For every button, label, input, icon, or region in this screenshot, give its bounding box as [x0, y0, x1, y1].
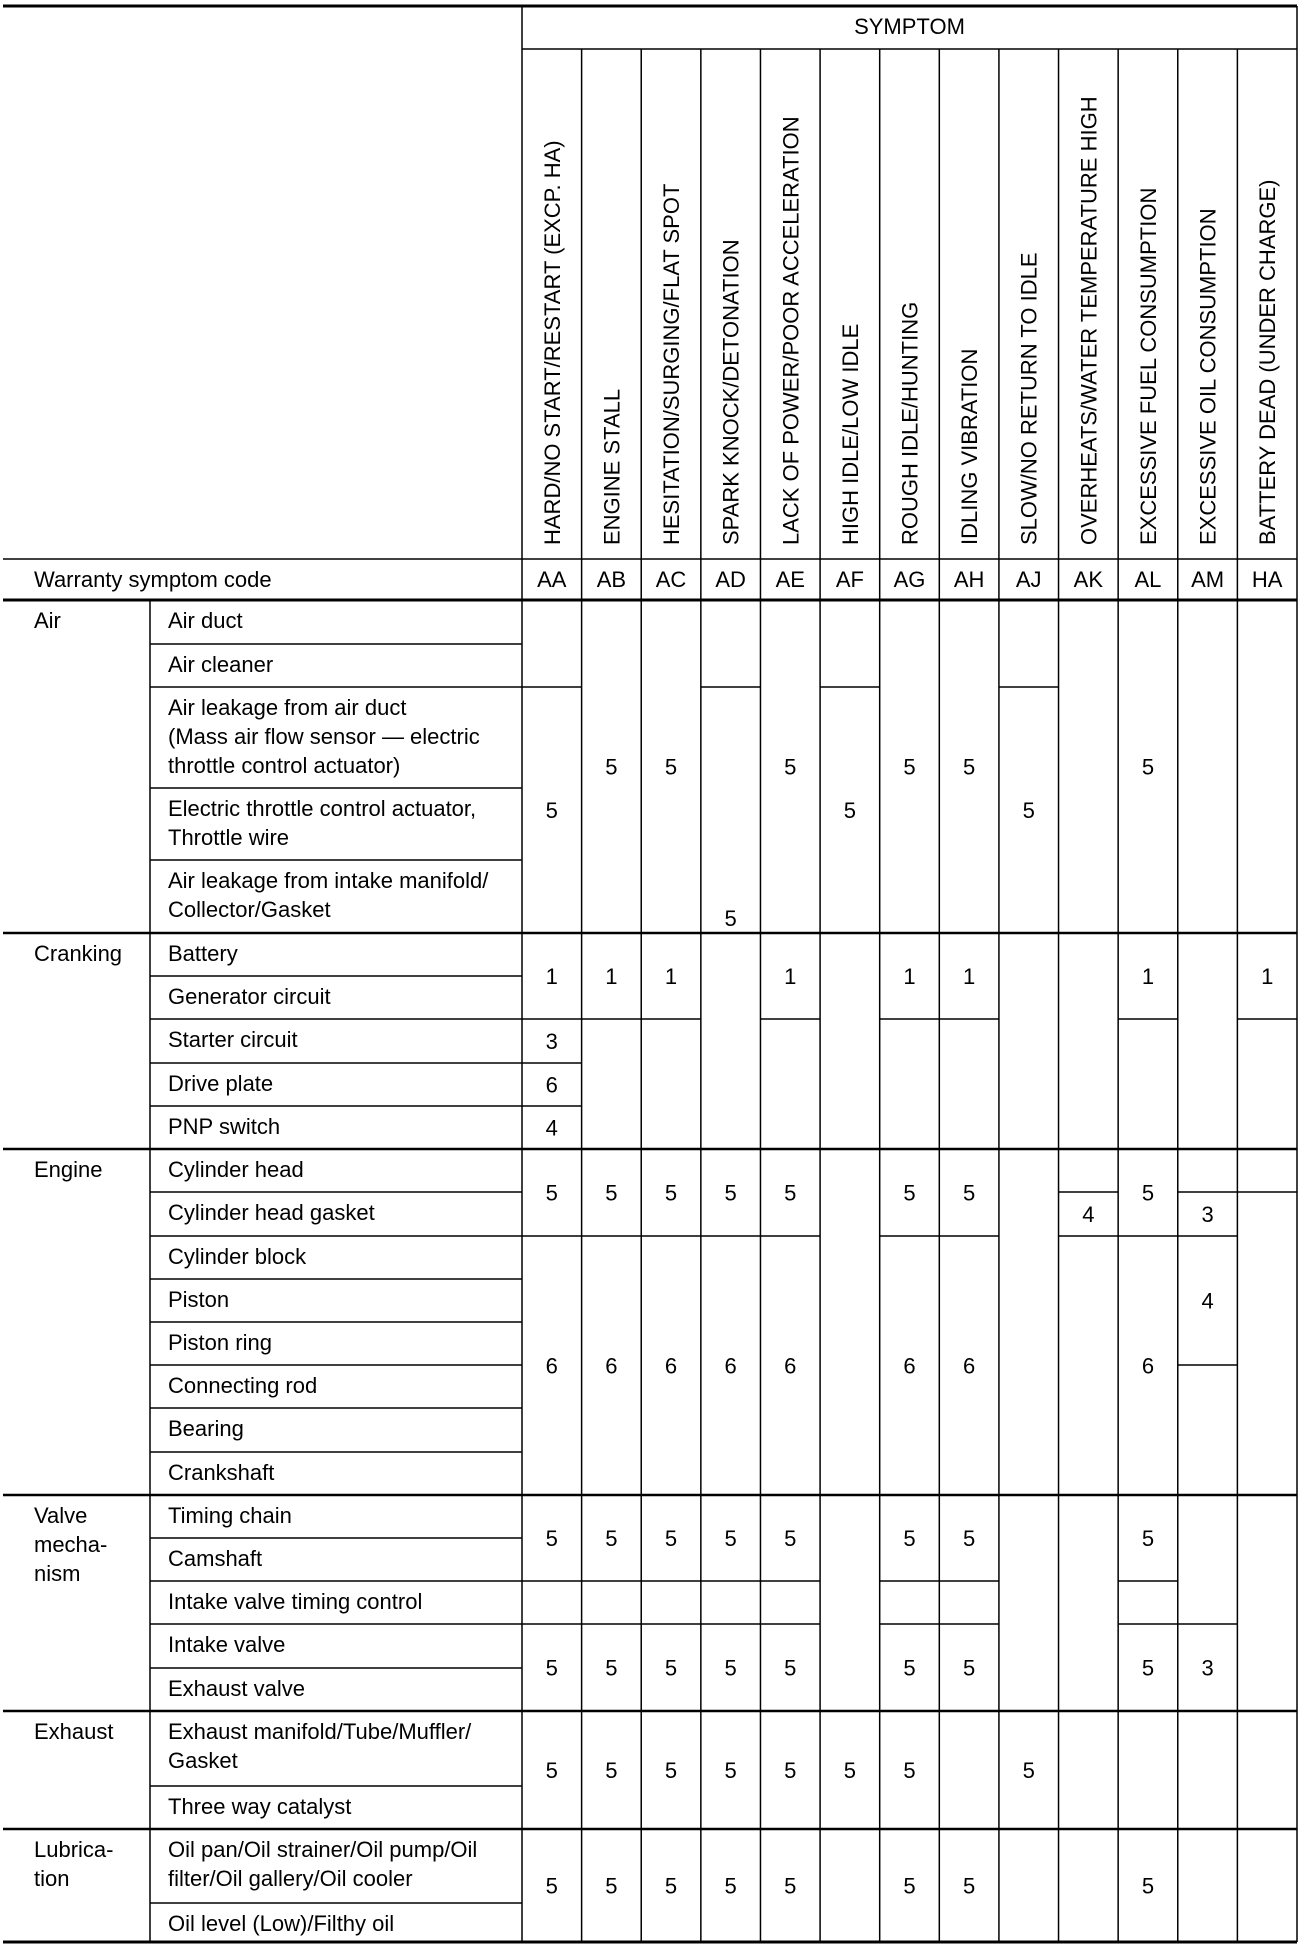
matrix-value: 6	[545, 1072, 558, 1098]
matrix-value: 5	[605, 1873, 618, 1899]
symptom-name: ENGINE STALL	[599, 388, 625, 545]
symptom-code: AH	[953, 567, 985, 592]
component-label: Connecting rod	[168, 1373, 318, 1398]
component-label: Exhaust valve	[168, 1676, 305, 1701]
matrix-value: 6	[1141, 1353, 1155, 1379]
symptom-code: AK	[1073, 567, 1104, 592]
symptom-code: AL	[1134, 567, 1162, 592]
matrix-value: 5	[605, 1526, 618, 1551]
matrix-value: 5	[1141, 754, 1155, 780]
component-label: Electric throttle control actuator,	[168, 796, 477, 821]
matrix-value: 1	[903, 964, 916, 989]
matrix-value: 5	[962, 1180, 976, 1206]
matrix-value: 5	[1141, 1873, 1155, 1899]
symptom-title: SYMPTOM	[854, 14, 965, 39]
symptom-name: HARD/NO START/RESTART (EXCP. HA)	[539, 140, 565, 545]
component-label: Bearing	[168, 1416, 244, 1441]
component-label: Timing chain	[168, 1503, 292, 1528]
group-label: Engine	[34, 1157, 103, 1182]
symptom-header	[34, 14, 965, 592]
matrix-value: 5	[962, 1873, 976, 1899]
symptom-columns	[537, 96, 1283, 592]
matrix-value: 5	[903, 1180, 916, 1206]
matrix-value: 5	[843, 798, 857, 823]
group-label: tion	[34, 1866, 70, 1891]
symptom-code: AG	[893, 567, 926, 592]
matrix-value: 6	[724, 1353, 737, 1379]
symptom-code: AE	[775, 567, 805, 592]
component-label: Collector/Gasket	[168, 897, 331, 922]
matrix-value: 5	[843, 1758, 857, 1783]
matrix-value: 6	[962, 1353, 976, 1379]
component-label: (Mass air flow sensor — electric	[168, 724, 480, 749]
symptom-name: LACK OF POWER/POOR ACCELERATION	[778, 116, 804, 545]
component-label: Oil level (Low)/Filthy oil	[168, 1911, 395, 1936]
matrix-values	[546, 755, 1274, 1899]
matrix-value: 5	[664, 1180, 678, 1206]
matrix-value: 3	[545, 1029, 558, 1054]
warranty-code-label: Warranty symptom code	[34, 567, 272, 592]
group-label: Valve	[34, 1503, 88, 1528]
component-label: Starter circuit	[168, 1027, 298, 1052]
symptom-code: AM	[1191, 567, 1225, 592]
matrix-value: 5	[605, 754, 618, 780]
matrix-value: 5	[605, 1758, 618, 1783]
component-label: Throttle wire	[168, 825, 290, 850]
group-label: nism	[34, 1561, 81, 1586]
component-label: Cylinder head gasket	[168, 1200, 375, 1225]
symptom-code: AC	[655, 567, 687, 592]
component-label: Battery	[168, 941, 238, 966]
matrix-value: 1	[664, 964, 678, 989]
matrix-value: 6	[664, 1353, 678, 1379]
matrix-value: 1	[605, 964, 618, 989]
group-label: Exhaust	[34, 1719, 114, 1744]
matrix-value: 1	[962, 964, 976, 989]
matrix-value: 5	[664, 1526, 678, 1551]
matrix-value: 5	[724, 1180, 737, 1206]
matrix-value: 5	[903, 1526, 916, 1551]
component-label: Generator circuit	[168, 984, 331, 1009]
symptom-code: AD	[715, 567, 746, 592]
component-label: filter/Oil gallery/Oil cooler	[168, 1866, 413, 1891]
symptom-code: AJ	[1015, 567, 1042, 592]
matrix-value: 5	[545, 1180, 558, 1206]
matrix-value: 6	[784, 1353, 797, 1379]
matrix-value: 5	[664, 1655, 678, 1681]
matrix-value: 5	[545, 1873, 558, 1899]
matrix-value: 5	[664, 1758, 678, 1783]
component-label: Cylinder block	[168, 1244, 307, 1269]
matrix-value: 3	[1201, 1655, 1214, 1681]
matrix-value: 5	[1141, 1655, 1155, 1681]
matrix-value: 5	[1022, 1758, 1035, 1783]
matrix-value: 1	[784, 964, 797, 989]
matrix-value: 1	[1261, 964, 1274, 989]
component-label: Piston	[168, 1287, 230, 1312]
matrix-value: 6	[605, 1353, 618, 1379]
matrix-value: 3	[1201, 1202, 1214, 1227]
matrix-value: 5	[545, 1655, 558, 1681]
component-label: Air leakage from intake manifold/	[168, 868, 489, 893]
component-label: Intake valve timing control	[168, 1589, 423, 1614]
matrix-value: 5	[605, 1180, 618, 1206]
matrix-value: 5	[784, 1655, 797, 1681]
matrix-value: 5	[724, 1758, 737, 1783]
group-label: Cranking	[34, 941, 123, 966]
matrix-value: 5	[903, 1655, 916, 1681]
symptom-name: HIGH IDLE/LOW IDLE	[837, 323, 863, 545]
symptom-name: HESITATION/SURGING/FLAT SPOT	[659, 183, 685, 545]
matrix-value: 4	[545, 1115, 558, 1141]
symptom-code: AF	[835, 567, 864, 592]
component-label: Exhaust manifold/Tube/Muffler/	[168, 1719, 472, 1744]
matrix-value: 5	[784, 1758, 797, 1783]
component-label: Gasket	[168, 1748, 238, 1773]
matrix-value: 5	[962, 754, 976, 780]
component-label: Drive plate	[168, 1071, 274, 1096]
group-label: mecha-	[34, 1532, 108, 1557]
matrix-value: 5	[1022, 798, 1035, 823]
matrix-value: 1	[1141, 964, 1155, 989]
matrix-value: 5	[724, 1873, 737, 1899]
matrix-value: 5	[545, 1758, 558, 1783]
component-label: Oil pan/Oil strainer/Oil pump/Oil	[168, 1837, 478, 1862]
symptom-code: AA	[537, 567, 567, 592]
symptom-name: ROUGH IDLE/HUNTING	[897, 301, 923, 545]
matrix-value: 1	[545, 964, 558, 989]
component-label: Air leakage from air duct	[168, 695, 407, 720]
component-label: throttle control actuator)	[168, 753, 401, 778]
matrix-value: 5	[1141, 1526, 1155, 1551]
component-label: Air duct	[168, 608, 243, 633]
component-label: Crankshaft	[168, 1460, 275, 1485]
component-label: Intake valve	[168, 1632, 286, 1657]
matrix-value: 5	[784, 1526, 797, 1551]
component-label: Camshaft	[168, 1546, 263, 1571]
symptom-code: AB	[596, 567, 627, 592]
matrix-value: 4	[1082, 1202, 1095, 1227]
matrix-value: 5	[784, 1180, 797, 1206]
matrix-value: 6	[545, 1353, 558, 1379]
symptom-name: EXCESSIVE OIL CONSUMPTION	[1195, 208, 1221, 545]
matrix-value: 5	[724, 1655, 737, 1681]
symptom-name: OVERHEATS/WATER TEMPERATURE HIGH	[1076, 96, 1102, 545]
matrix-value: 4	[1201, 1288, 1214, 1314]
matrix-value: 5	[903, 1873, 916, 1899]
matrix-value: 5	[962, 1655, 976, 1681]
component-rows	[34, 608, 489, 1936]
matrix-value: 5	[784, 754, 797, 780]
matrix-value: 5	[962, 1526, 976, 1551]
matrix-value: 5	[784, 1873, 797, 1899]
symptom-name: EXCESSIVE FUEL CONSUMPTION	[1135, 187, 1161, 545]
matrix-value: 5	[664, 754, 678, 780]
symptom-name: SPARK KNOCK/DETONATION	[718, 239, 744, 545]
symptom-name: BATTERY DEAD (UNDER CHARGE)	[1255, 179, 1281, 545]
matrix-value: 5	[664, 1873, 678, 1899]
matrix-value: 5	[605, 1655, 618, 1681]
matrix-value: 6	[903, 1353, 916, 1379]
matrix-value: 5	[545, 798, 558, 823]
component-label: Cylinder head	[168, 1157, 304, 1182]
symptom-code: HA	[1251, 567, 1283, 592]
matrix-value: 5	[724, 906, 737, 931]
symptom-name: SLOW/NO RETURN TO IDLE	[1016, 252, 1042, 545]
matrix-value: 5	[545, 1526, 558, 1551]
group-label: Air	[34, 608, 61, 633]
matrix-value: 5	[903, 1758, 916, 1783]
component-label: PNP switch	[168, 1114, 281, 1139]
symptom-name: IDLING VIBRATION	[957, 348, 983, 545]
component-label: Air cleaner	[168, 652, 274, 677]
matrix-value: 5	[1141, 1180, 1155, 1206]
matrix-value: 5	[724, 1526, 737, 1551]
group-label: Lubrica-	[34, 1837, 114, 1862]
component-label: Piston ring	[168, 1330, 272, 1355]
matrix-value: 5	[903, 754, 916, 780]
component-label: Three way catalyst	[168, 1794, 352, 1819]
